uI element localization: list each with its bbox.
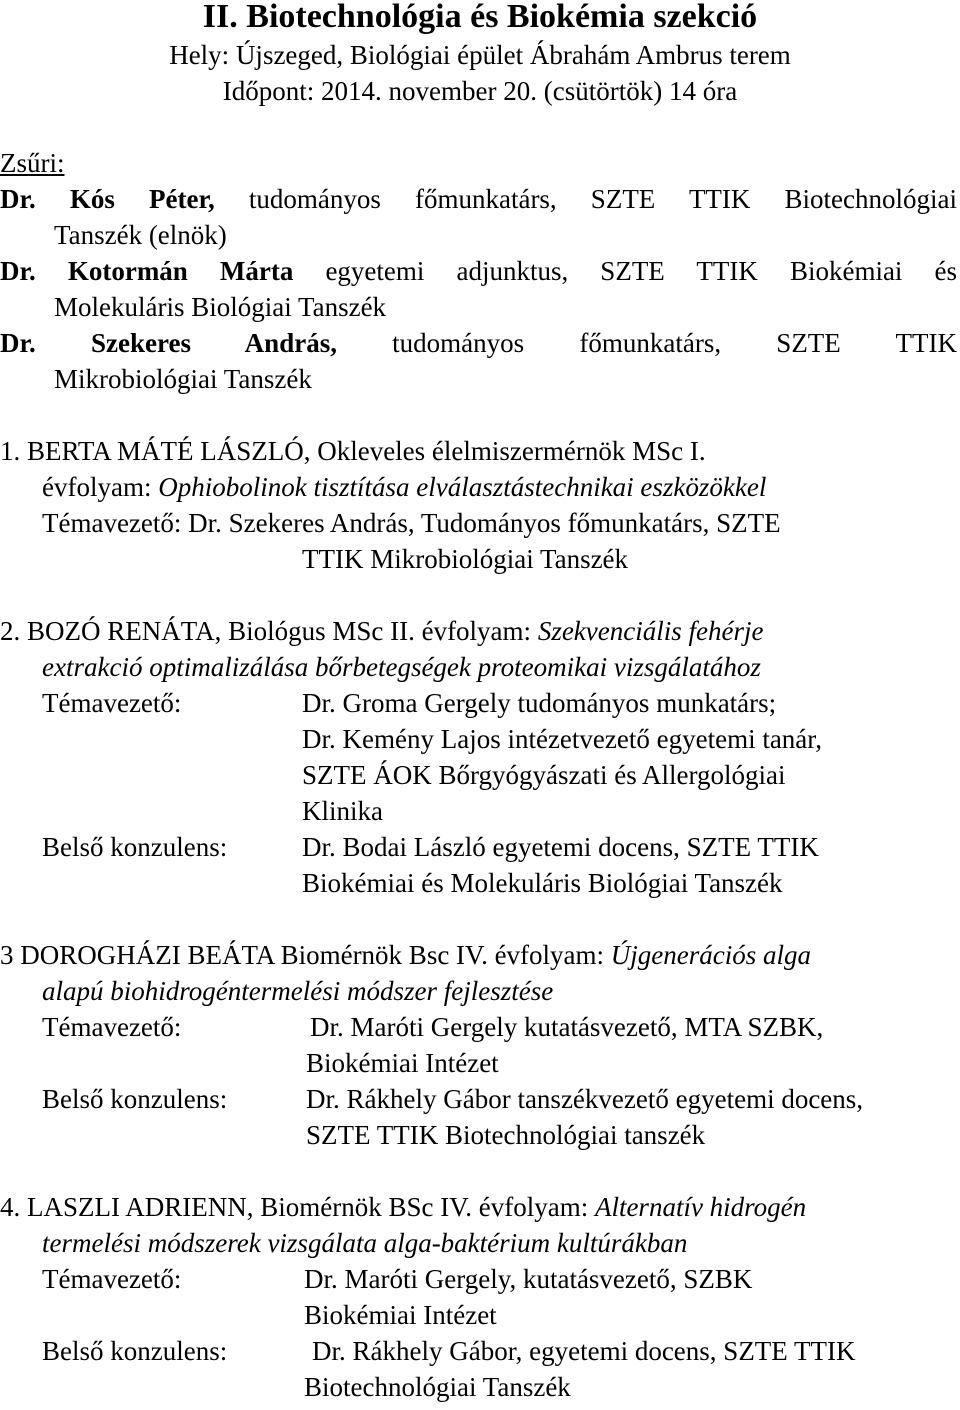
- entry-3-student: 3 DOROGHÁZI BEÁTA Biomérnök Bsc IV. évfolyam:: [0, 940, 611, 970]
- entry-3-heading: [0, 938, 811, 974]
- entry-2-title-cont: extrakció optimalizálása bőrbetegségek proteomikai vizsgálatához: [42, 652, 761, 682]
- entry-4-title: Alternatív hidrogén: [594, 1192, 807, 1222]
- entry-2-consultant-cont: Biokémiai és Molekuláris Biológiai Tanszék: [302, 868, 783, 898]
- entry-2-supervisor-2-cont2: Klinika: [302, 796, 383, 826]
- entry-1-year: évfolyam:: [42, 472, 159, 502]
- entry-2-student: 2. BOZÓ RENÁTA, Biológus MSc II. évfolyam:: [0, 616, 538, 646]
- jury-label: Zsűri:: [0, 148, 65, 178]
- entry-1-title-line: [42, 470, 766, 506]
- jury-member-2-role-cont: Molekuláris Biológiai Tanszék: [54, 292, 387, 322]
- entry-4-supervisor-label: Témavezető:: [42, 1264, 182, 1294]
- entry-2-supervisor-label: Témavezető:: [42, 688, 182, 718]
- jury-member-3: [0, 326, 957, 362]
- entry-2-consultant: Dr. Bodai László egyetemi docens, SZTE TTIK: [302, 832, 819, 862]
- entry-2-supervisor-2: Dr. Kemény Lajos intézetvezető egyetemi tanár,: [302, 724, 822, 754]
- entry-2-consultant-label: Belső konzulens:: [42, 832, 228, 862]
- jury-member-name: Kotormán Márta: [67, 256, 294, 286]
- entry-2-supervisor-2-cont: SZTE ÁOK Bőrgyógyászati és Allergológiai: [302, 760, 786, 790]
- entry-4-consultant-cont: Biotechnológiai Tanszék: [304, 1372, 571, 1402]
- entry-1-heading: 1. BERTA MÁTÉ LÁSZLÓ, Okleveles élelmiszermérnök MSc I.: [0, 436, 706, 466]
- entry-3-supervisor-label: Témavezető:: [42, 1012, 182, 1042]
- jury-member-prefix: Dr.: [0, 328, 36, 358]
- entry-2-title: Szekvenciális fehérje: [537, 616, 764, 646]
- entry-4-supervisor: Dr. Maróti Gergely, kutatásvezető, SZBK: [304, 1264, 753, 1294]
- entry-1-supervisor-cont: TTIK Mikrobiológiai Tanszék: [302, 544, 629, 574]
- entry-3-title: Újgenerációs alga: [610, 940, 812, 970]
- entry-2-supervisor-1: Dr. Groma Gergely tudományos munkatárs;: [302, 688, 777, 718]
- jury-member-role: tudományos főmunkatárs, SZTE TTIK: [392, 328, 957, 358]
- jury-member-name: Szekeres András,: [90, 328, 337, 358]
- entry-1-supervisor: Témavezető: Dr. Szekeres András, Tudományos főmunkatárs, SZTE: [42, 508, 781, 538]
- entry-4-consultant-label: Belső konzulens:: [42, 1336, 228, 1366]
- entry-4-student: 4. LASZLI ADRIENN, Biomérnök BSc IV. évfolyam:: [0, 1192, 595, 1222]
- jury-member-1-role-cont: Tanszék (elnök): [54, 220, 227, 250]
- entry-3-consultant: Dr. Rákhely Gábor tanszékvezető egyetemi docens,: [306, 1084, 864, 1114]
- entry-1-title: Ophiobolinok tisztítása elválasztástechnikai eszközökkel: [158, 472, 767, 502]
- entry-3-consultant-label: Belső konzulens:: [42, 1084, 228, 1114]
- section-title: II. Biotechnológia és Biokémia szekció: [202, 0, 758, 35]
- entry-3-supervisor-cont: Biokémiai Intézet: [306, 1048, 499, 1078]
- jury-member-2: [0, 254, 957, 290]
- jury-member-role: egyetemi adjunktus, SZTE TTIK Biokémiai és: [325, 256, 957, 286]
- entry-2-heading: [0, 614, 763, 650]
- jury-member-role: tudományos főmunkatárs, SZTE TTIK Biotechnológiai: [248, 184, 958, 214]
- jury-member-prefix: Dr.: [0, 256, 36, 286]
- entry-3-consultant-cont: SZTE TTIK Biotechnológiai tanszék: [306, 1120, 706, 1150]
- entry-3-supervisor: Dr. Maróti Gergely kutatásvezető, MTA SZBK,: [310, 1012, 824, 1042]
- jury-member-3-role-cont: Mikrobiológiai Tanszék: [54, 364, 312, 394]
- jury-member-1: [0, 182, 957, 218]
- entry-3-title-cont: alapú biohidrogéntermelési módszer fejlesztése: [42, 976, 554, 1006]
- entry-4-supervisor-cont: Biokémiai Intézet: [304, 1300, 497, 1330]
- jury-member-name: Kós Péter,: [69, 184, 215, 214]
- entry-4-consultant: Dr. Rákhely Gábor, egyetemi docens, SZTE TTIK: [312, 1336, 856, 1366]
- entry-4-heading: [0, 1190, 806, 1226]
- location-line: Hely: Újszeged, Biológiai épület Ábrahám Ambrus terem: [169, 40, 791, 70]
- jury-member-prefix: Dr.: [0, 184, 36, 214]
- time-line: Időpont: 2014. november 20. (csütörtök) 14 óra: [222, 76, 738, 106]
- entry-4-title-cont: termelési módszerek vizsgálata alga-baktérium kultúrákban: [42, 1228, 688, 1258]
